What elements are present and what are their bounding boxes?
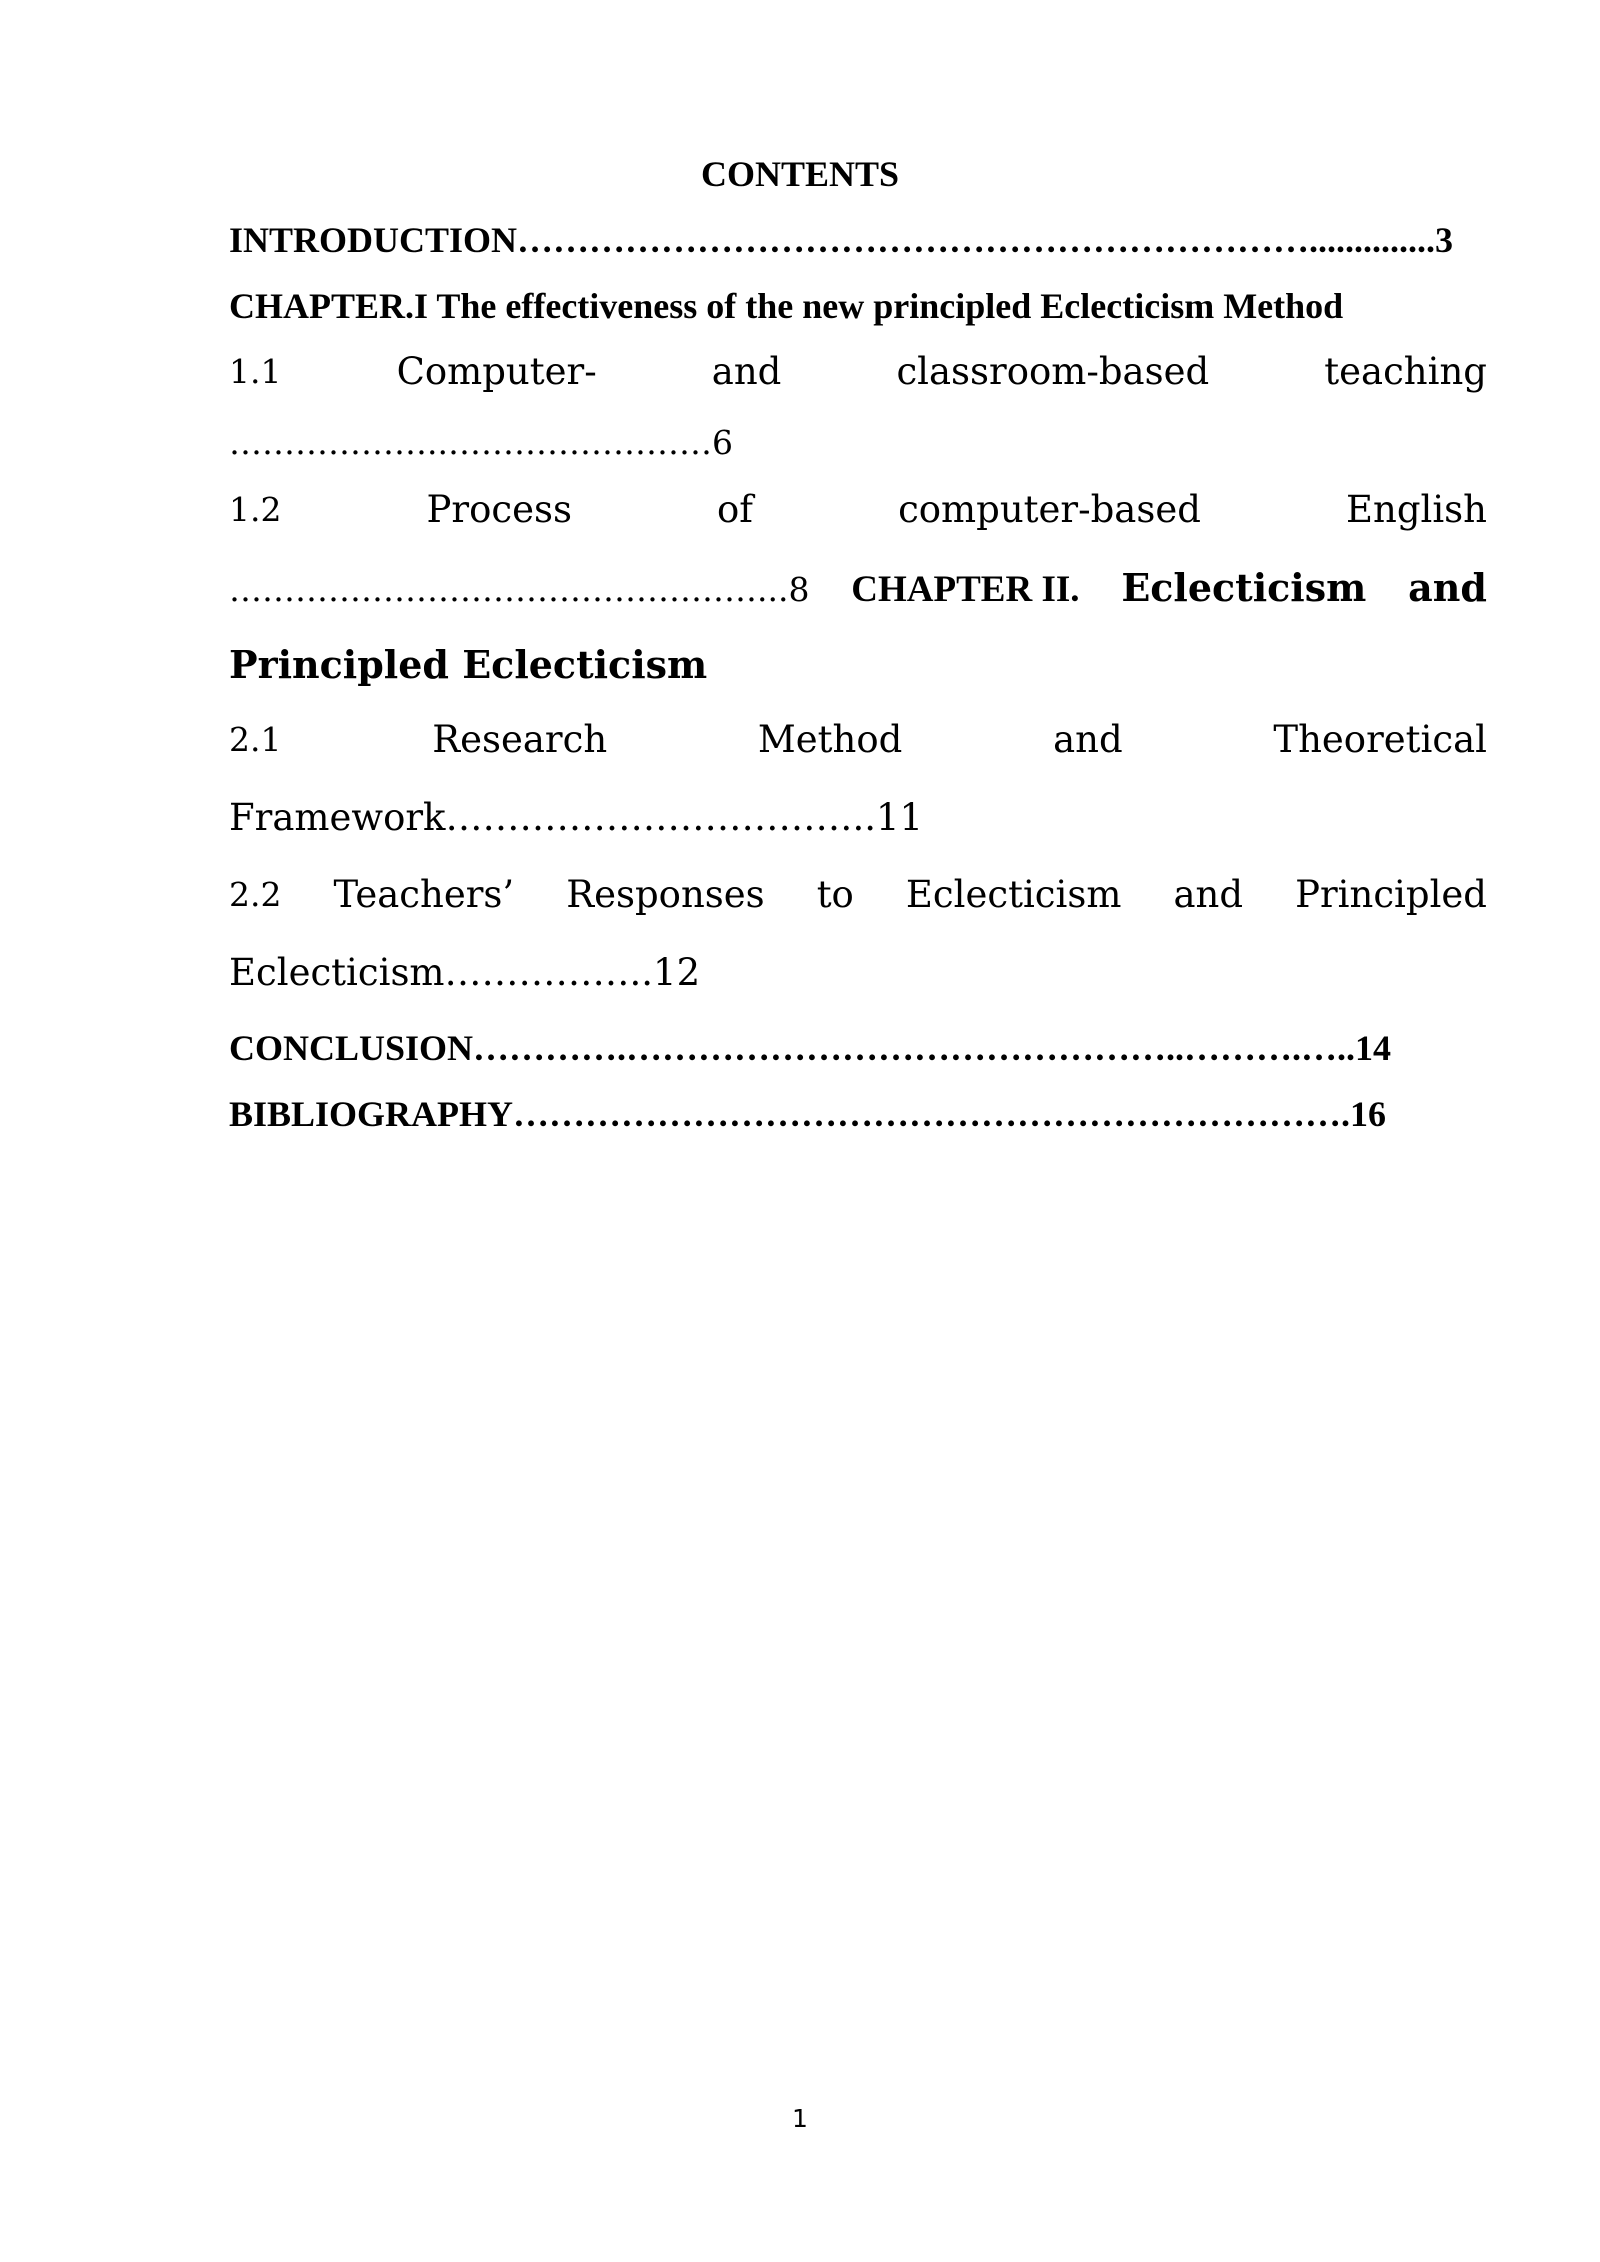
toc-word: Teachers’ bbox=[333, 873, 515, 916]
toc-word: and bbox=[1053, 718, 1123, 761]
toc-heading-chapter-2-label: CHAPTER II. bbox=[851, 569, 1080, 610]
toc-heading-chapter-2-continued: Principled Eclecticism bbox=[229, 642, 708, 687]
toc-entry-1-1 bbox=[229, 350, 1487, 394]
toc-word: Theoretical bbox=[1273, 718, 1487, 761]
toc-word: Method bbox=[757, 718, 903, 761]
toc-entry-bibliography: BIBLIOGRAPHY…………………………………………………………….16 bbox=[229, 1094, 1387, 1134]
toc-number: 1.2 bbox=[229, 490, 282, 529]
toc-entry-1-2-leader-and-chapter-2 bbox=[229, 566, 1487, 612]
toc-word: teaching bbox=[1324, 350, 1487, 393]
toc-heading-chapter-1: CHAPTER.I The effectiveness of the new principled Eclecticism Method bbox=[229, 286, 1344, 326]
toc-heading-chapter-2-word: Eclecticism bbox=[1121, 565, 1367, 610]
toc-number: 2.2 bbox=[229, 875, 282, 914]
toc-word: Principled bbox=[1295, 873, 1487, 916]
toc-word: Computer- bbox=[396, 350, 597, 393]
toc-entry-2-1 bbox=[229, 718, 1487, 762]
toc-word: classroom-based bbox=[896, 350, 1210, 393]
toc-number: 2.1 bbox=[229, 720, 282, 759]
toc-entry-introduction: INTRODUCTION…………………………………………………………..............3 bbox=[229, 220, 1454, 260]
toc-entry-2-2-continued: Eclecticism……………..12 bbox=[229, 951, 701, 994]
toc-word: of bbox=[717, 488, 754, 531]
toc-leader: ………………..……………………6 bbox=[229, 423, 733, 462]
toc-word: computer-based bbox=[898, 488, 1201, 531]
contents-title: CONTENTS bbox=[700, 154, 900, 194]
toc-word: and bbox=[711, 350, 782, 393]
toc-word: Process bbox=[426, 488, 572, 531]
toc-entry-conclusion: CONCLUSION………….………………………………………..……….…..14 bbox=[229, 1028, 1392, 1068]
toc-entry-1-2 bbox=[229, 488, 1487, 532]
toc-word: Research bbox=[432, 718, 608, 761]
toc-heading-chapter-2-word: and bbox=[1408, 565, 1487, 610]
toc-entry-2-1-continued: Framework……………………………..11 bbox=[229, 796, 924, 839]
toc-entry-2-2 bbox=[229, 873, 1487, 917]
toc-word: Eclecticism bbox=[905, 873, 1122, 916]
toc-number: 1.1 bbox=[229, 352, 282, 391]
page-number: 1 bbox=[792, 2104, 808, 2133]
toc-word: to bbox=[816, 873, 854, 916]
toc-entry-1-1-leader bbox=[229, 420, 1487, 465]
toc-word: English bbox=[1345, 488, 1487, 531]
toc-word: and bbox=[1173, 873, 1244, 916]
toc-leader: …………………………………………...8 bbox=[229, 570, 810, 609]
toc-word: Responses bbox=[566, 873, 765, 916]
